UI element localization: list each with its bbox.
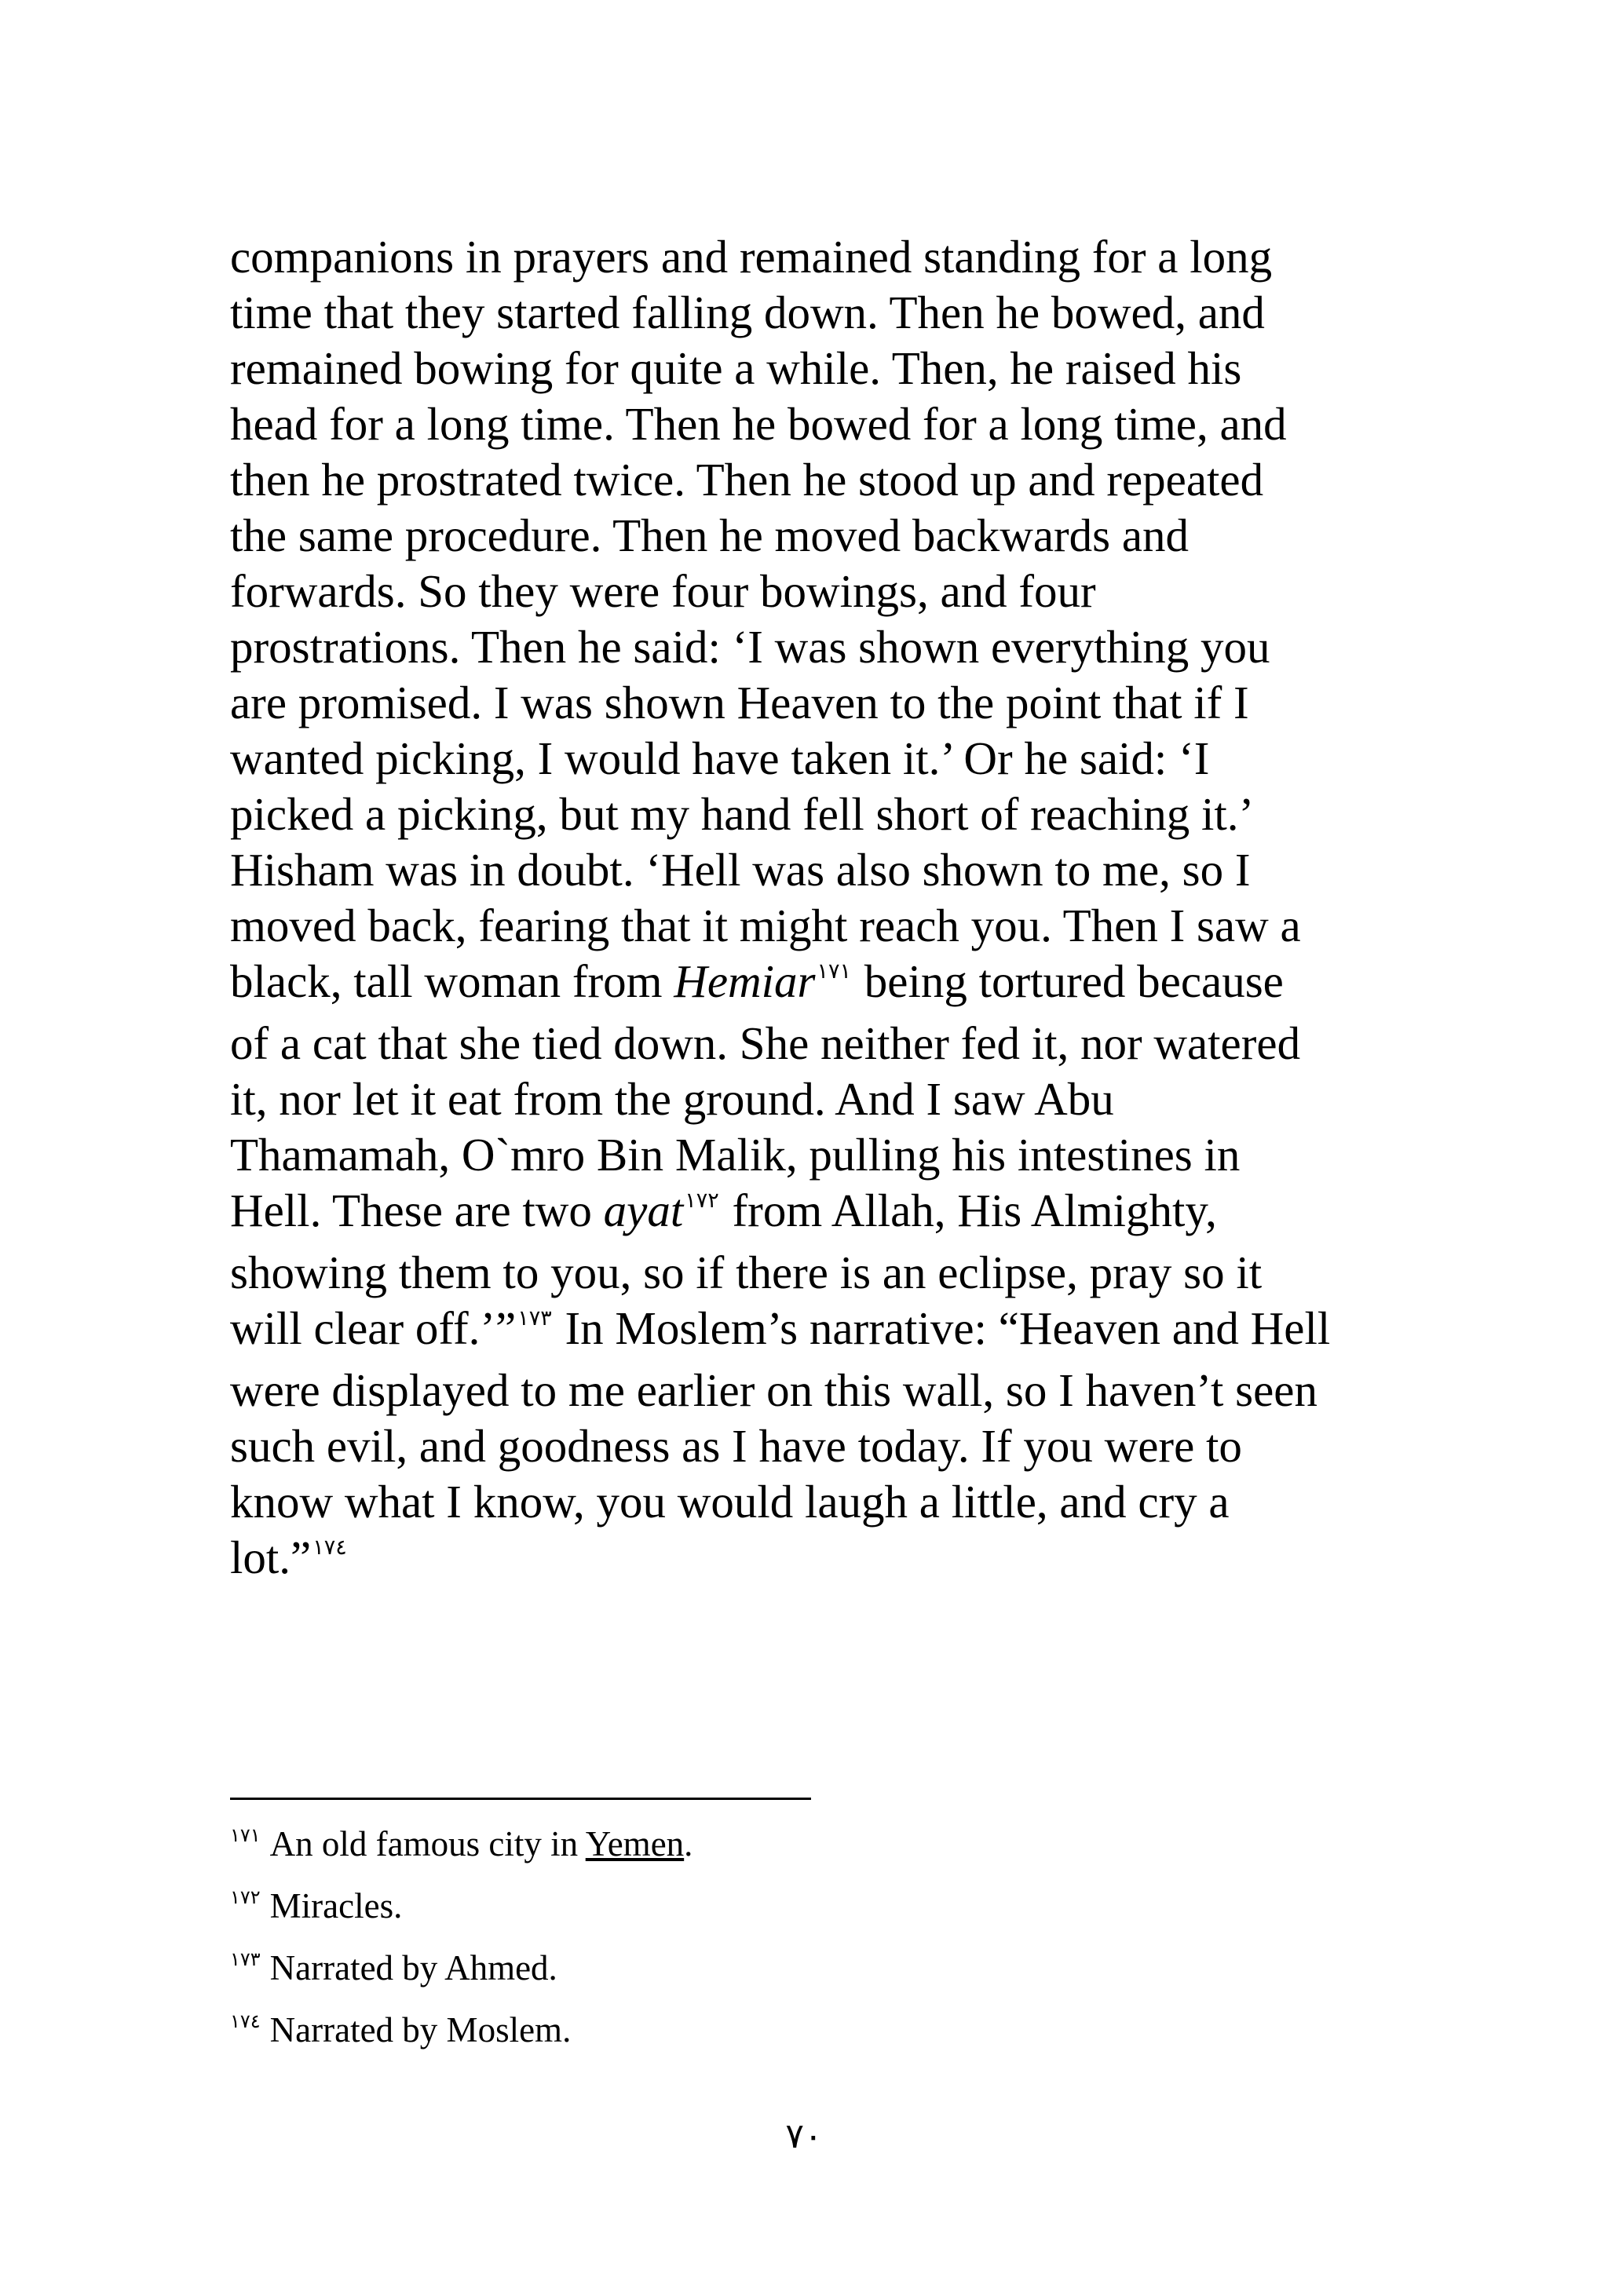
text-line: remained bowing for quite a while. Then, he raised his bbox=[230, 342, 1242, 394]
footnote-mark: ١٧١ bbox=[230, 1826, 261, 1846]
footnote-reference[interactable]: ١٧٤ bbox=[312, 1535, 347, 1559]
footnote-mark: ١٧٤ bbox=[230, 2012, 261, 2032]
footnote-item bbox=[230, 2009, 1329, 2051]
text-line: of a cat that she tied down. She neither fed it, nor watered bbox=[230, 1017, 1301, 1069]
italic-term: ayat bbox=[603, 1185, 684, 1236]
text-segment: from Allah, His Almighty, bbox=[720, 1185, 1217, 1236]
text-line: picked a picking, but my hand fell short of reaching it.’ bbox=[230, 788, 1255, 840]
footnote-text: Narrated by Ahmed. bbox=[269, 1948, 557, 1988]
text-segment: being tortured because bbox=[853, 955, 1284, 1007]
footnote-item bbox=[230, 1823, 1329, 1865]
text-line: head for a long time. Then he bowed for a long time, and bbox=[230, 398, 1287, 450]
text-line: moved back, fearing that it might reach you. Then I saw a bbox=[230, 900, 1301, 951]
text-line: were displayed to me earlier on this wall, so I haven’t seen bbox=[230, 1364, 1317, 1416]
footnote-text: Miracles. bbox=[269, 1886, 403, 1926]
footnotes bbox=[230, 1823, 1329, 2071]
footnote-reference[interactable]: ١٧٢ bbox=[685, 1188, 719, 1212]
yemen-link[interactable]: Yemen bbox=[585, 1824, 685, 1863]
text-segment: Hell. These are two bbox=[230, 1185, 604, 1236]
footnote-reference[interactable]: ١٧١ bbox=[817, 959, 852, 983]
text-line: companions in prayers and remained standing for a long bbox=[230, 231, 1273, 283]
text-line: Thamamah, O`mro Bin Malik, pulling his intestines in bbox=[230, 1129, 1241, 1181]
footnote-item bbox=[230, 1947, 1329, 1989]
text-line: know what I know, you would laugh a little, and cry a bbox=[230, 1476, 1230, 1528]
text-segment: lot.” bbox=[230, 1531, 312, 1583]
footnote-reference[interactable]: ١٧٣ bbox=[517, 1306, 552, 1330]
text-segment: In Moslem’s narrative: “Heaven and Hell bbox=[553, 1302, 1331, 1354]
text-segment: will clear off.’” bbox=[230, 1302, 517, 1354]
text-line: forwards. So they were four bowings, and four bbox=[230, 565, 1096, 617]
text-line: prostrations. Then he said: ‘I was shown everything you bbox=[230, 621, 1270, 673]
text-line: showing them to you, so if there is an eclipse, pray so it bbox=[230, 1247, 1263, 1298]
text-line: it, nor let it eat from the ground. And I saw Abu bbox=[230, 1073, 1114, 1125]
text-line: then he prostrated twice. Then he stood up and repeated bbox=[230, 454, 1264, 506]
text-line: time that they started falling down. Then he bowed, and bbox=[230, 287, 1265, 338]
footnote-mark: ١٧٣ bbox=[230, 1950, 261, 1970]
text-line: the same procedure. Then he moved backwards and bbox=[230, 509, 1190, 561]
footnote-text: . bbox=[684, 1824, 693, 1863]
footnote-text: Narrated by Moslem. bbox=[269, 2010, 572, 2050]
body-text bbox=[230, 229, 1392, 1586]
page-number: ٧٠ bbox=[785, 2117, 823, 2155]
text-line bbox=[230, 1301, 1392, 1356]
text-line: are promised. I was shown Heaven to the point that if I bbox=[230, 677, 1249, 728]
italic-term: Hemiar bbox=[674, 955, 816, 1007]
text-line bbox=[230, 1183, 1392, 1239]
footnote-item bbox=[230, 1885, 1329, 1927]
text-line: wanted picking, I would have taken it.’ Or he said: ‘I bbox=[230, 732, 1210, 784]
text-segment: black, tall woman from bbox=[230, 955, 674, 1007]
text-line: such evil, and goodness as I have today. If you were to bbox=[230, 1420, 1242, 1472]
footnote-separator bbox=[230, 1798, 811, 1800]
text-line bbox=[230, 954, 1392, 1009]
text-line bbox=[230, 1530, 1392, 1586]
footnote-mark: ١٧٢ bbox=[230, 1888, 261, 1908]
text-line: Hisham was in doubt. ‘Hell was also shown to me, so I bbox=[230, 844, 1251, 896]
footnote-text: An old famous city in bbox=[269, 1824, 586, 1863]
